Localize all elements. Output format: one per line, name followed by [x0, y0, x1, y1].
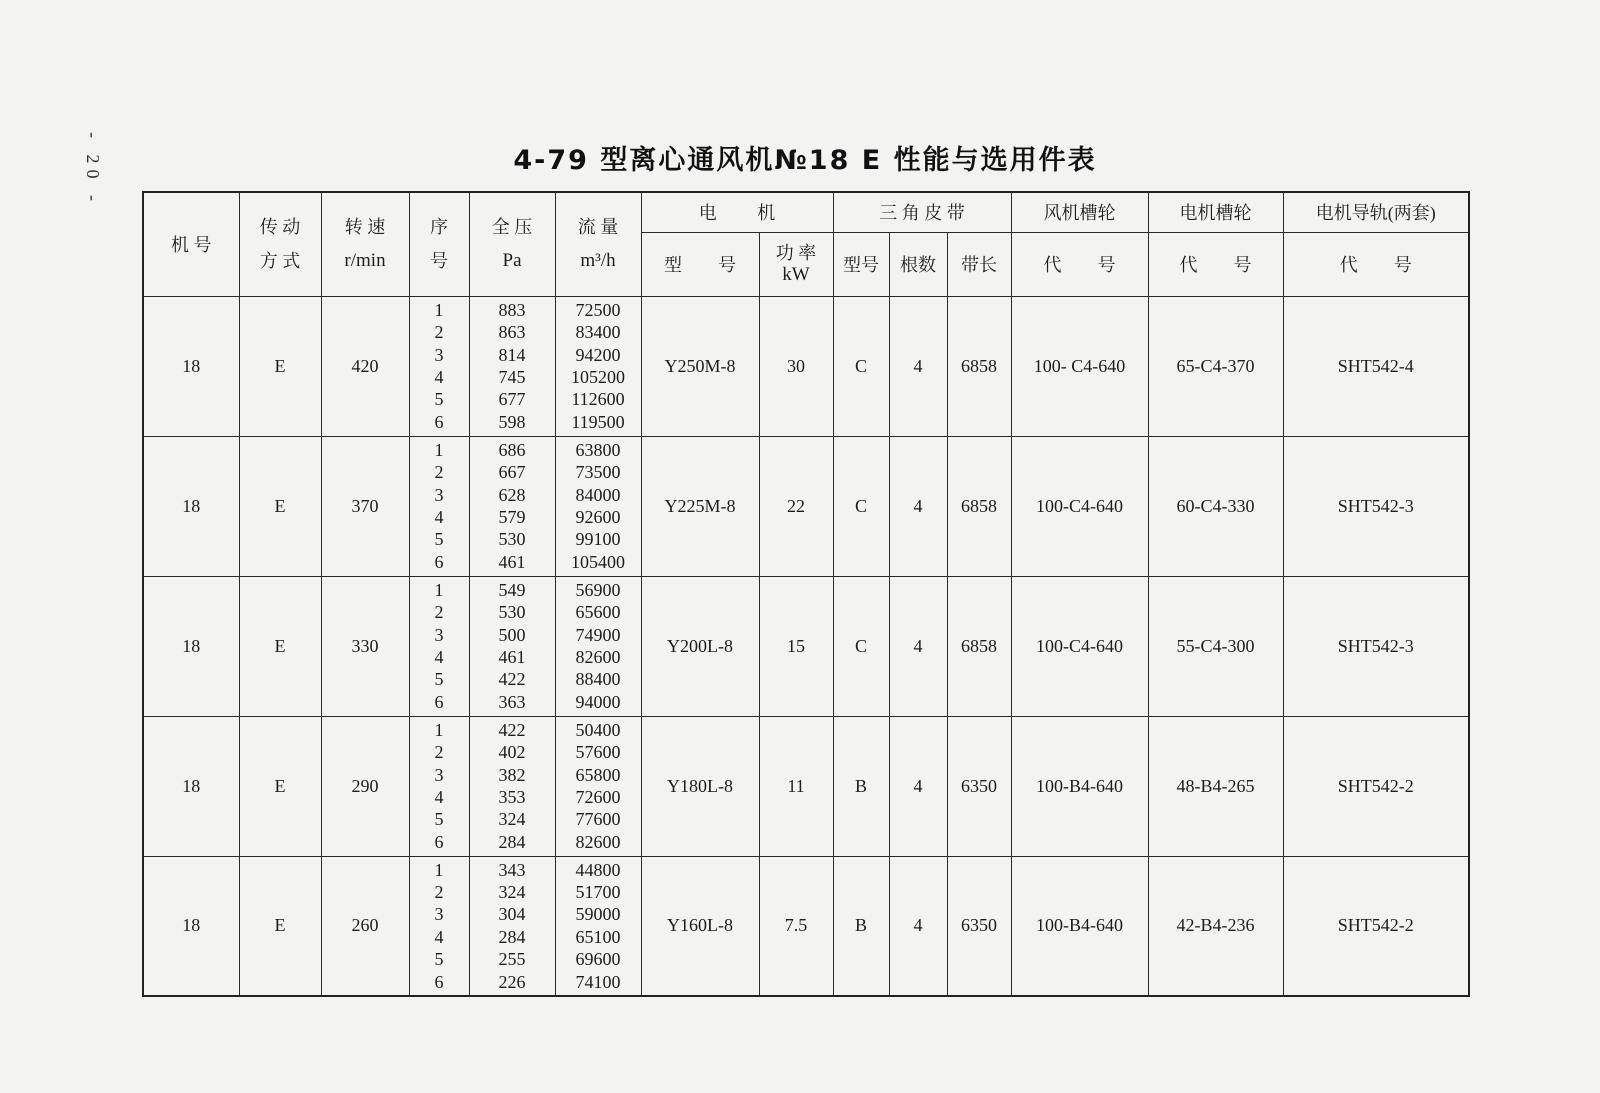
cell-zhuansu: 420 — [321, 296, 409, 436]
cell-quanya-value: 304 — [498, 904, 526, 925]
cell-rail: SHT542-2 — [1283, 856, 1469, 996]
cell-xuhao-list — [409, 296, 469, 436]
cell-rail: SHT542-3 — [1283, 436, 1469, 576]
cell-xuhao-list — [409, 716, 469, 856]
cell-xuhao-value: 1 — [434, 719, 444, 740]
header-sanjiao-pidai: 三 角 皮 带 — [833, 192, 1011, 232]
table-row — [143, 576, 1469, 716]
header-quanya-unit: Pa — [502, 250, 522, 272]
cell-xuhao-value: 5 — [434, 669, 444, 690]
cell-zhuansu: 330 — [321, 576, 409, 716]
cell-fan-pulley: 100- C4-640 — [1011, 296, 1148, 436]
cell-quanya-value: 422 — [498, 669, 526, 690]
header-zhuansu-line1: 转 速 — [344, 217, 386, 238]
cell-quanya-list — [469, 716, 555, 856]
cell-belt-length: 6858 — [947, 436, 1011, 576]
cell-liuliang-value: 88400 — [575, 669, 621, 690]
header-quanya-line1: 全 压 — [491, 217, 533, 238]
cell-xuhao-value: 6 — [434, 831, 444, 852]
cell-fan-pulley: 100-C4-640 — [1011, 436, 1148, 576]
page-number: - 20 - — [83, 132, 103, 207]
cell-liuliang-list — [555, 856, 641, 996]
cell-motor-pulley: 55-C4-300 — [1148, 576, 1283, 716]
cell-quanya-value: 324 — [498, 809, 526, 830]
cell-xuhao-value: 4 — [434, 367, 444, 387]
cell-quanya-value: 363 — [498, 691, 526, 712]
cell-quanya-value: 530 — [498, 529, 526, 550]
header-belt-type: 型号 — [833, 232, 889, 296]
header-liuliang-line1: 流 量 — [577, 217, 619, 238]
cell-motor-pulley: 42-B4-236 — [1148, 856, 1283, 996]
cell-motor-model: Y200L-8 — [641, 576, 759, 716]
cell-fan-pulley: 100-B4-640 — [1011, 716, 1148, 856]
header-zhuansu-unit: r/min — [344, 250, 386, 272]
cell-quanya-value: 226 — [498, 971, 526, 992]
cell-belt-length: 6858 — [947, 576, 1011, 716]
table-body — [143, 296, 1469, 996]
cell-quanya-value: 883 — [498, 299, 526, 320]
header-xuhao-line2: 号 — [430, 251, 448, 272]
cell-xuhao-list — [409, 856, 469, 996]
cell-power: 30 — [759, 296, 833, 436]
cell-belt-type: C — [833, 576, 889, 716]
cell-quanya-value: 353 — [498, 787, 526, 807]
cell-liuliang-value: 99100 — [575, 529, 621, 550]
header-dianji-daogui: 电机导轨(两套) — [1283, 192, 1469, 232]
header-jihao: 机 号 — [143, 192, 239, 296]
cell-xuhao-value: 6 — [434, 691, 444, 712]
cell-quanya-value: 677 — [498, 389, 526, 410]
cell-quanya-value: 686 — [498, 439, 526, 460]
cell-xuhao-value: 2 — [434, 602, 444, 623]
cell-quanya-value: 324 — [498, 881, 526, 902]
cell-belt-type: C — [833, 296, 889, 436]
cell-xuhao-value: 1 — [434, 859, 444, 880]
cell-belt-length: 6350 — [947, 716, 1011, 856]
cell-quanya-list — [469, 576, 555, 716]
header-power-unit: kW — [782, 264, 810, 285]
header-rail-code: 代 号 — [1283, 232, 1469, 296]
cell-quanya-list — [469, 436, 555, 576]
cell-liuliang-value: 74100 — [575, 971, 621, 992]
cell-quanya-value: 745 — [498, 367, 526, 387]
header-xuhao-line1: 序 — [430, 217, 448, 238]
cell-liuliang-value: 65800 — [575, 764, 621, 785]
cell-quanya-value: 402 — [498, 742, 526, 763]
cell-xuhao-value: 3 — [434, 904, 444, 925]
cell-rail: SHT542-4 — [1283, 296, 1469, 436]
cell-quanya-value: 284 — [498, 926, 526, 947]
cell-xuhao-value: 6 — [434, 411, 444, 432]
cell-fan-pulley: 100-B4-640 — [1011, 856, 1148, 996]
table-title: 4-79 型离心通风机№18 E 性能与选用件表 — [513, 145, 1097, 176]
cell-liuliang-value: 51700 — [575, 881, 621, 902]
cell-quanya-value: 343 — [498, 859, 526, 880]
cell-liuliang-list — [555, 296, 641, 436]
cell-jihao: 18 — [143, 296, 239, 436]
cell-quanya-value: 579 — [498, 507, 526, 527]
cell-motor-model: Y160L-8 — [641, 856, 759, 996]
cell-liuliang-value: 73500 — [575, 462, 621, 483]
cell-chuandong: E — [239, 296, 321, 436]
cell-power: 15 — [759, 576, 833, 716]
cell-fan-pulley: 100-C4-640 — [1011, 576, 1148, 716]
cell-liuliang-value: 65100 — [575, 926, 621, 947]
cell-chuandong: E — [239, 436, 321, 576]
cell-quanya-value: 284 — [498, 831, 526, 852]
cell-liuliang-value: 57600 — [575, 742, 621, 763]
cell-chuandong: E — [239, 576, 321, 716]
cell-jihao: 18 — [143, 716, 239, 856]
cell-jihao: 18 — [143, 856, 239, 996]
cell-liuliang-value: 112600 — [571, 389, 625, 410]
cell-xuhao-value: 4 — [434, 926, 444, 947]
cell-liuliang-value: 94200 — [575, 344, 621, 365]
cell-belt-count: 4 — [889, 296, 947, 436]
cell-motor-pulley: 48-B4-265 — [1148, 716, 1283, 856]
table-row — [143, 856, 1469, 996]
cell-liuliang-list — [555, 716, 641, 856]
cell-power: 22 — [759, 436, 833, 576]
cell-xuhao-value: 5 — [434, 809, 444, 830]
cell-belt-count: 4 — [889, 576, 947, 716]
cell-xuhao-value: 3 — [434, 484, 444, 505]
cell-xuhao-value: 5 — [434, 949, 444, 970]
cell-belt-type: B — [833, 856, 889, 996]
cell-zhuansu: 260 — [321, 856, 409, 996]
cell-xuhao-value: 3 — [434, 624, 444, 645]
cell-liuliang-value: 92600 — [575, 507, 621, 527]
cell-liuliang-value: 69600 — [575, 949, 621, 970]
cell-xuhao-value: 4 — [434, 787, 444, 807]
header-power — [759, 232, 833, 296]
cell-belt-count: 4 — [889, 436, 947, 576]
cell-xuhao-value: 4 — [434, 507, 444, 527]
cell-jihao: 18 — [143, 436, 239, 576]
header-dianji: 电 机 — [641, 192, 833, 232]
cell-quanya-value: 549 — [498, 579, 526, 600]
cell-liuliang-value: 74900 — [575, 624, 621, 645]
cell-quanya-value: 255 — [498, 949, 526, 970]
cell-liuliang-value: 65600 — [575, 602, 621, 623]
cell-liuliang-value: 59000 — [575, 904, 621, 925]
cell-xuhao-value: 3 — [434, 344, 444, 365]
cell-liuliang-value: 83400 — [575, 322, 621, 343]
header-chuandong-line2: 方 式 — [259, 251, 301, 272]
cell-xuhao-value: 2 — [434, 881, 444, 902]
cell-quanya-value: 461 — [498, 551, 526, 572]
cell-belt-length: 6858 — [947, 296, 1011, 436]
cell-liuliang-value: 84000 — [575, 484, 621, 505]
cell-xuhao-value: 1 — [434, 579, 444, 600]
cell-quanya-value: 461 — [498, 647, 526, 667]
cell-quanya-list — [469, 296, 555, 436]
header-fengji-caolun: 风机槽轮 — [1011, 192, 1148, 232]
cell-chuandong: E — [239, 716, 321, 856]
cell-xuhao-list — [409, 436, 469, 576]
cell-motor-model: Y225M-8 — [641, 436, 759, 576]
cell-belt-type: B — [833, 716, 889, 856]
header-dianji-caolun: 电机槽轮 — [1148, 192, 1283, 232]
cell-liuliang-value: 105200 — [571, 367, 625, 387]
header-belt-length: 带长 — [947, 232, 1011, 296]
header-liuliang — [555, 192, 641, 296]
table-row — [143, 716, 1469, 856]
header-xuhao — [409, 192, 469, 296]
header-motor-pulley-code: 代 号 — [1148, 232, 1283, 296]
cell-xuhao-value: 2 — [434, 742, 444, 763]
cell-motor-pulley: 65-C4-370 — [1148, 296, 1283, 436]
cell-liuliang-value: 50400 — [575, 719, 621, 740]
header-fan-pulley-code: 代 号 — [1011, 232, 1148, 296]
cell-quanya-value: 863 — [498, 322, 526, 343]
cell-rail: SHT542-3 — [1283, 576, 1469, 716]
cell-xuhao-value: 5 — [434, 389, 444, 410]
cell-zhuansu: 290 — [321, 716, 409, 856]
cell-xuhao-value: 4 — [434, 647, 444, 667]
cell-liuliang-value: 77600 — [575, 809, 621, 830]
header-power-line1: 功 率 — [775, 243, 817, 263]
cell-liuliang-value: 72500 — [575, 299, 621, 320]
cell-xuhao-value: 2 — [434, 322, 444, 343]
cell-quanya-value: 667 — [498, 462, 526, 483]
fan-performance-table — [142, 191, 1470, 997]
cell-quanya-value: 814 — [498, 344, 526, 365]
cell-motor-pulley: 60-C4-330 — [1148, 436, 1283, 576]
cell-xuhao-value: 1 — [434, 299, 444, 320]
cell-chuandong: E — [239, 856, 321, 996]
cell-belt-length: 6350 — [947, 856, 1011, 996]
header-zhuansu — [321, 192, 409, 296]
cell-liuliang-value: 94000 — [575, 691, 621, 712]
cell-liuliang-list — [555, 576, 641, 716]
cell-xuhao-value: 6 — [434, 971, 444, 992]
cell-liuliang-value: 105400 — [571, 551, 625, 572]
cell-xuhao-value: 1 — [434, 439, 444, 460]
cell-xuhao-value: 3 — [434, 764, 444, 785]
cell-liuliang-list — [555, 436, 641, 576]
cell-liuliang-value: 119500 — [571, 411, 625, 432]
cell-zhuansu: 370 — [321, 436, 409, 576]
cell-quanya-value: 382 — [498, 764, 526, 785]
table-row — [143, 436, 1469, 576]
header-motor-model: 型 号 — [641, 232, 759, 296]
cell-quanya-value: 530 — [498, 602, 526, 623]
cell-belt-count: 4 — [889, 716, 947, 856]
cell-quanya-value: 500 — [498, 624, 526, 645]
cell-quanya-value: 628 — [498, 484, 526, 505]
cell-liuliang-value: 72600 — [575, 787, 621, 807]
cell-belt-count: 4 — [889, 856, 947, 996]
cell-quanya-value: 422 — [498, 719, 526, 740]
cell-power: 7.5 — [759, 856, 833, 996]
cell-xuhao-value: 6 — [434, 551, 444, 572]
cell-quanya-list — [469, 856, 555, 996]
cell-liuliang-value: 82600 — [575, 831, 621, 852]
cell-quanya-value: 598 — [498, 411, 526, 432]
cell-jihao: 18 — [143, 576, 239, 716]
cell-liuliang-value: 56900 — [575, 579, 621, 600]
cell-liuliang-value: 82600 — [575, 647, 621, 667]
cell-xuhao-value: 2 — [434, 462, 444, 483]
cell-xuhao-list — [409, 576, 469, 716]
cell-power: 11 — [759, 716, 833, 856]
cell-xuhao-value: 5 — [434, 529, 444, 550]
header-chuandong — [239, 192, 321, 296]
header-quanya — [469, 192, 555, 296]
cell-motor-model: Y180L-8 — [641, 716, 759, 856]
cell-liuliang-value: 63800 — [575, 439, 621, 460]
cell-motor-model: Y250M-8 — [641, 296, 759, 436]
header-liuliang-unit: m³/h — [580, 250, 616, 272]
cell-liuliang-value: 44800 — [575, 859, 621, 880]
table-row — [143, 296, 1469, 436]
cell-belt-type: C — [833, 436, 889, 576]
header-chuandong-line1: 传 动 — [259, 217, 301, 238]
header-belt-count: 根数 — [889, 232, 947, 296]
cell-rail: SHT542-2 — [1283, 716, 1469, 856]
